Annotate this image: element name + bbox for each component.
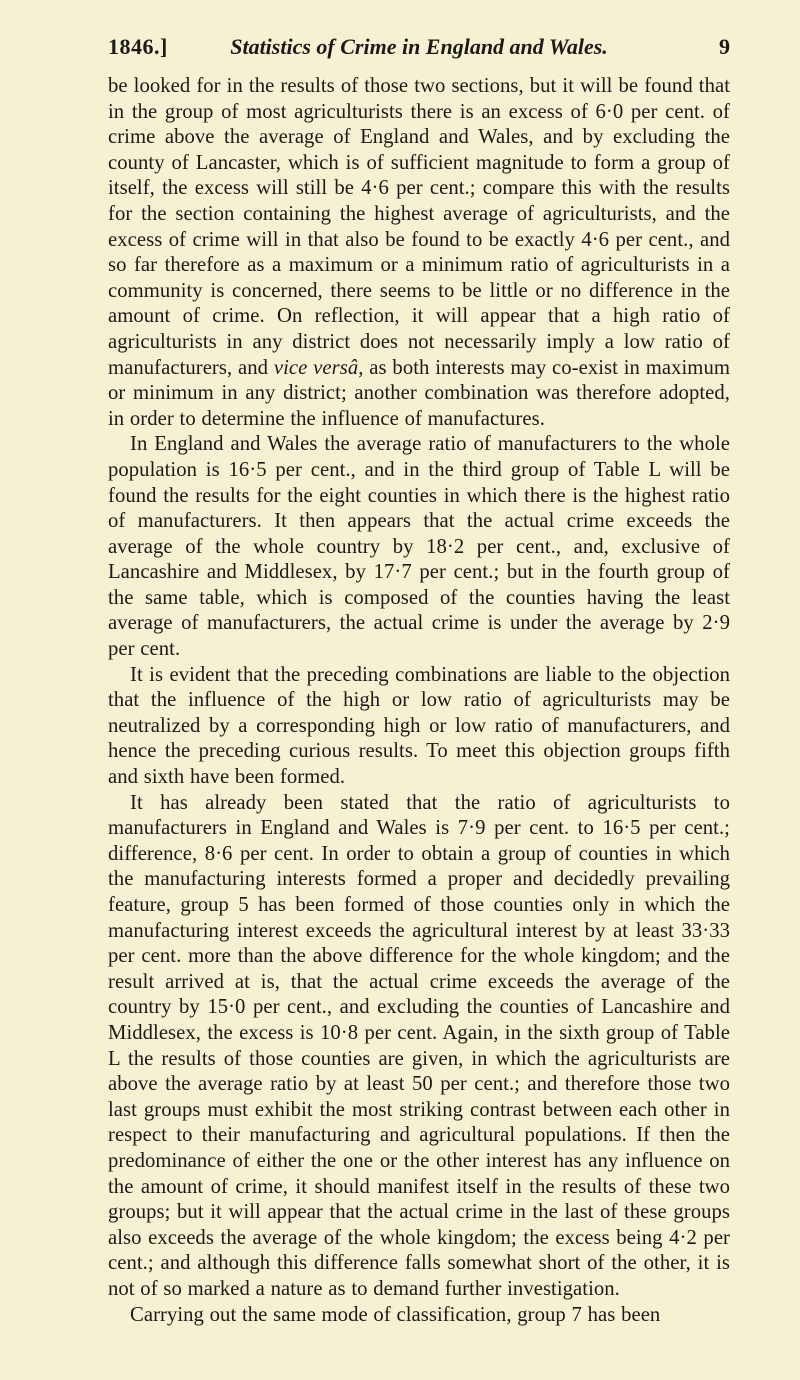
page-number: 9 <box>719 34 730 59</box>
running-head <box>108 28 730 64</box>
paragraph-continued <box>108 74 730 432</box>
paragraph-objection: It is evident that the preceding combinations are liable to the objection that the influence of the high or low ratio of agriculturists may be neutralized by a corresponding high or low ratio of manufacturers, and hence the preceding curious results. To meet this objection groups fifth and sixth have been formed. <box>108 663 730 789</box>
paragraph-group-seven: Carrying out the same mode of classification, group 7 has been <box>130 1303 661 1326</box>
paragraph-groups-five-six: It has already been stated that the ratio of agriculturists to manufacturers in England and Wales is 7·9 per cent. to 16·5 per cent.; difference, 8·6 per cent. In order to obtain a group of counties in which the manufacturing interests formed a proper and decidedly prevailing feature, group 5 has been formed of those counties only in which the manufacturing interest exceeds the agricultural interest by at least 33·33 per cent. more than the above difference for the whole kingdom; and the result arrived at is, that the actual crime exceeds the average of the country by 15·0 per cent., and excluding the counties of Lancashire and Middlesex, the excess is 10·8 per cent. Again, in the sixth group of Table L the results of those counties are given, in which the agriculturists are above the average ratio by at least 50 per cent.; and therefore those two last groups must exhibit the most striking contrast between each other in respect to their manufacturing and agricultural populations. If then the predominance of either the one or the other interest has any influence on the amount of crime, it should manifest itself in the results of these two groups; but it will appear that the actual crime in the last of these groups also exceeds the average of the whole kingdom; the excess being 4·2 per cent.; and although this difference falls somewhat short of the other, it is not of so marked a nature as to demand further investigation. <box>108 791 730 1300</box>
paragraph-text: be looked for in the results of those two sections, but it will be found that in the group of most agriculturists there is an excess of 6·0 per cent. of crime above the average of England and Wales, and by excluding the county of Lancaster, which is of sufficient magnitude to form a group of itself, the excess will still be 4·6 per cent.; compare this with the results for the section containing the highest average of agriculturists, and the excess of crime will in that also be found to be exactly 4·6 per cent., and so far therefore as a maximum or a minimum ratio of agriculturists in a community is concerned, there seems to be little or no difference in the amount of crime. On reflection, it will appear that a high ratio of agriculturists in any district does not necessarily imply a low ratio of manufacturers, and <box>108 75 730 379</box>
italic-phrase: vice versâ <box>273 356 359 379</box>
body-text <box>108 74 730 1328</box>
paragraph-manufacturers: In England and Wales the average ratio of manufacturers to the whole population is 16·5 per cent., and in the third group of Table L will be found the results for the eight counties in which there is the highest ratio of manufacturers. It then appears that the actual crime exceeds the average of the whole country by 18·2 per cent., and, exclusive of Lancashire and Middlesex, by 17·7 per cent.; but in the fourth group of the same table, which is composed of the counties having the least average of manufacturers, the actual crime is under the average by 2·9 per cent. <box>108 433 730 661</box>
running-head-year: 1846.] <box>108 34 168 59</box>
running-head-title: Statistics of Crime in England and Wales. <box>230 34 608 59</box>
paragraph-text: , as both interests may co-exist in maximum or minimum in any district; another combination was therefore adopted, in order to determine the influence of manufactures. <box>108 356 730 430</box>
